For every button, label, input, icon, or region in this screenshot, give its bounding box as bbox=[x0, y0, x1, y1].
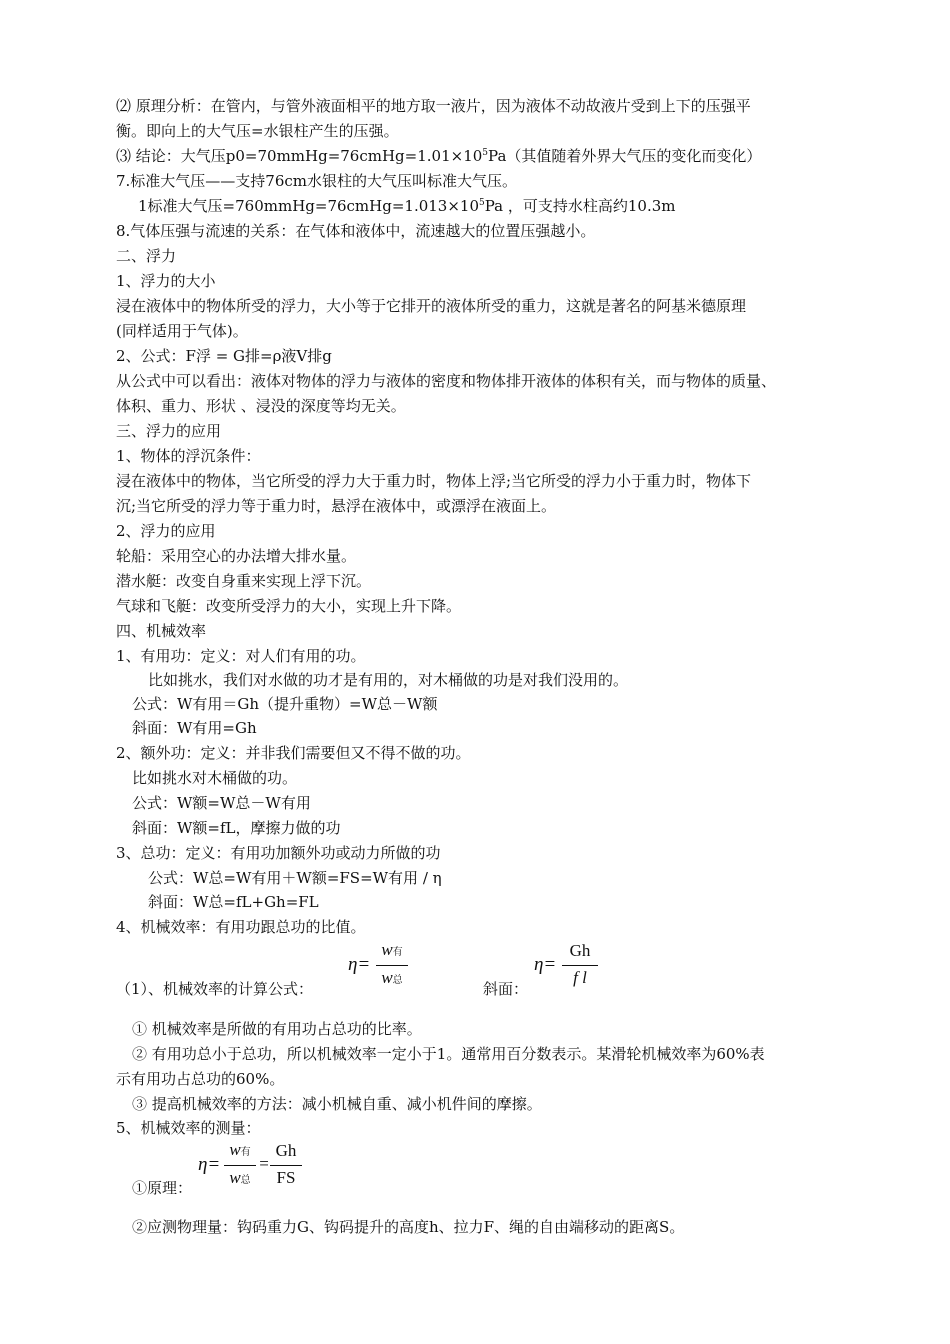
text-line: ⑶ 结论：大气压$p0=70mmHg=76cmHg=1.01\times 10^5Pa$（其值随着外界大气压的变化而变化） bbox=[116, 147, 762, 165]
text-line: 1标准大气压$=760mmHg=76cmHg=1.013\times 10^5Pa$ ，可支持水柱高约10.3m bbox=[138, 197, 676, 215]
efficiency-formula: η= w有 w总 bbox=[348, 940, 418, 996]
text-line: ① 机械效率是所做的有用功占总功的比率。 bbox=[132, 1020, 422, 1038]
text-line: 比如挑水，我们对水做的功才是有用的，对木桶做的功是对我们没用的。 bbox=[148, 671, 629, 689]
text-line: 1、浮力的大小 bbox=[116, 272, 216, 290]
text-line: ②应测物理量：钩码重力G、钩码提升的高度h、拉力F、绳的自由端移动的距离S。 bbox=[132, 1218, 685, 1236]
text-line: ② 有用功总小于总功，所以机械效率一定小于1。通常用百分数表示。某滑轮机械效率为60%表 bbox=[132, 1045, 765, 1063]
section-heading: 四、机械效率 bbox=[116, 622, 207, 640]
text-line: 示有用功占总功的60%。 bbox=[116, 1070, 285, 1088]
incline-efficiency-formula: η= Gh f l bbox=[534, 940, 604, 996]
text-line: (同样适用于气体)。 bbox=[116, 322, 248, 340]
text-line: 衡。即向上的大气压=水银柱产生的压强。 bbox=[116, 122, 399, 140]
text-line: ⑵ 原理分析：在管内，与管外液面相平的地方取一液片，因为液体不动故液片受到上下的压强平 bbox=[116, 97, 751, 115]
text-line: 公式：W额=W总－W有用 bbox=[132, 794, 311, 812]
text-line: ①原理： bbox=[132, 1179, 193, 1197]
text-line: 公式：W总=W有用＋W额=FS=W有用 / η bbox=[148, 869, 442, 887]
text-line: 斜面：W额=fL，摩擦力做的功 bbox=[132, 819, 341, 837]
text-line: 斜面： bbox=[483, 980, 529, 998]
text-line: 气球和飞艇：改变所受浮力的大小，实现上升下降。 bbox=[116, 597, 462, 615]
text-line: 8.气体压强与流速的关系：在气体和液体中，流速越大的位置压强越小。 bbox=[116, 222, 596, 240]
measurement-formula: η= w有 w总 = Gh FS bbox=[198, 1140, 308, 1196]
text-line: 1、有用功：定义：对人们有用的功。 bbox=[116, 647, 366, 665]
text-line: 1、物体的浮沉条件： bbox=[116, 447, 261, 465]
text-line: 浸在液体中的物体所受的浮力，大小等于它排开的液体所受的重力，这就是著名的阿基米德原理 bbox=[116, 297, 747, 315]
text-line: 潜水艇：改变自身重来实现上浮下沉。 bbox=[116, 572, 372, 590]
text-line: 斜面：W有用=Gh bbox=[132, 719, 257, 737]
text-line: 2、公式：F浮 = G排=ρ液V排g bbox=[116, 347, 332, 365]
text-line: 2、浮力的应用 bbox=[116, 522, 216, 540]
section-heading: 二、浮力 bbox=[116, 247, 177, 265]
text-line: 轮船：采用空心的办法增大排水量。 bbox=[116, 547, 357, 565]
text-line: 比如挑水对木桶做的功。 bbox=[132, 769, 298, 787]
text-line: 2、额外功：定义：并非我们需要但又不得不做的功。 bbox=[116, 744, 471, 762]
text-line: 斜面：W总=fL+Gh=FL bbox=[148, 893, 319, 911]
text-line: 3、总功：定义：有用功加额外功或动力所做的功 bbox=[116, 844, 441, 862]
text-line: 5、机械效率的测量： bbox=[116, 1119, 261, 1137]
text-line: ③ 提高机械效率的方法：减小机械自重、减小机件间的摩擦。 bbox=[132, 1095, 542, 1113]
section-heading: 三、浮力的应用 bbox=[116, 422, 222, 440]
text-line: 沉;当它所受的浮力等于重力时，悬浮在液体中，或漂浮在液面上。 bbox=[116, 497, 557, 515]
text-line: 体积、重力、形状 、浸没的深度等均无关。 bbox=[116, 397, 406, 415]
text-line: 7.标准大气压——支持76cm水银柱的大气压叫标准大气压。 bbox=[116, 172, 518, 190]
text-line: 公式：W有用＝Gh（提升重物）=W总－W额 bbox=[132, 695, 438, 713]
text-line: 4、机械效率：有用功跟总功的比值。 bbox=[116, 918, 366, 936]
text-line: 从公式中可以看出：液体对物体的浮力与液体的密度和物体排开液体的体积有关，而与物体的质量、 bbox=[116, 372, 777, 390]
text-line: 浸在液体中的物体，当它所受的浮力大于重力时，物体上浮;当它所受的浮力小于重力时，物体下 bbox=[116, 472, 752, 490]
text-line: （1）、机械效率的计算公式： bbox=[116, 980, 314, 998]
